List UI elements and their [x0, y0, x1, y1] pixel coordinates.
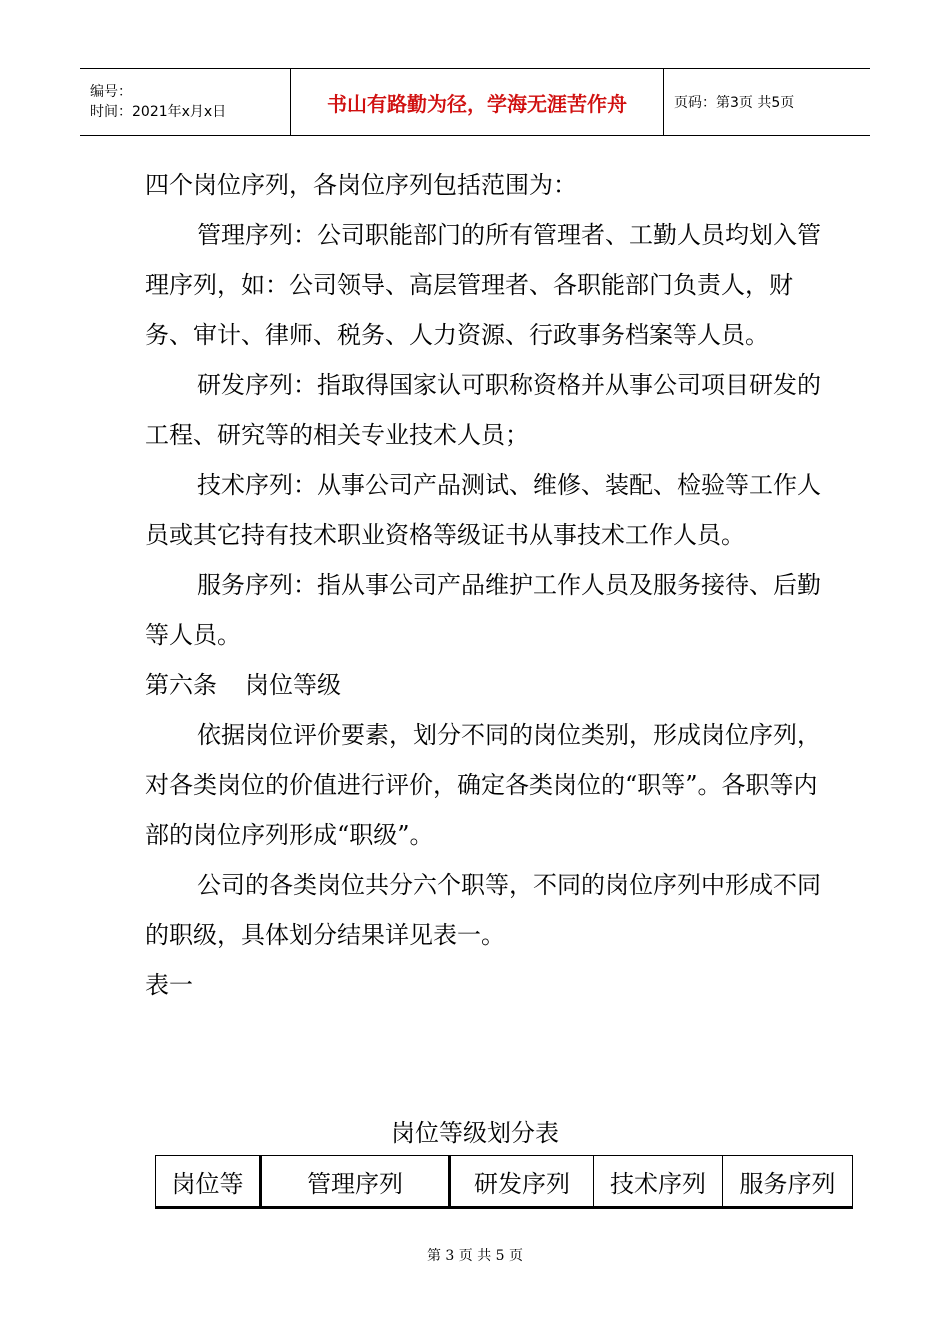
page-code: 页码：第3页 共5页	[674, 95, 795, 111]
paragraph: 管理序列：公司职能部门的所有管理者、工勤人员均划入管理序列，如：公司领导、高层管理者、各职能部门负责人，财务、审计、律师、税务、人力资源、行政事务档案等人员。	[145, 221, 821, 349]
table-header-cell: 技术序列	[594, 1156, 723, 1208]
table-header-row	[156, 1156, 853, 1208]
paragraph: 技术序列：从事公司产品测试、维修、装配、检验等工作人员或其它持有技术职业资格等级证书从事技术工作人员。	[145, 471, 821, 549]
time-label: 时间：2021年x月x日	[90, 104, 227, 120]
table-title: 岗位等级划分表	[391, 1119, 559, 1147]
motto: 书山有路勤为径，学海无涯苦作舟	[291, 69, 664, 136]
number-label: 编号：	[90, 84, 132, 100]
table-header-cell: 服务序列	[723, 1156, 853, 1208]
article-heading	[145, 660, 825, 710]
paragraph: 研发序列：指取得国家认可职称资格并从事公司项目研发的工程、研究等的相关专业技术人员；	[145, 371, 821, 449]
header-meta	[80, 69, 291, 136]
table-header-cell: 研发序列	[450, 1156, 594, 1208]
paragraph: 公司的各类岗位共分六个职等，不同的岗位序列中形成不同的职级，具体划分结果详见表一。	[145, 871, 821, 949]
document-header	[80, 68, 870, 136]
article-title: 岗位等级	[245, 671, 341, 699]
article-number: 第六条	[145, 671, 217, 699]
grade-table	[155, 1155, 853, 1209]
table-label: 表一	[145, 971, 193, 999]
paragraph: 服务序列：指从事公司产品维护工作人员及服务接待、后勤等人员。	[145, 571, 821, 649]
document-body	[145, 160, 825, 1010]
page-footer: 第 3 页 共 5 页	[426, 1248, 524, 1264]
paragraph: 四个岗位序列，各岗位序列包括范围为：	[145, 171, 577, 199]
table-header-cell: 岗位等	[156, 1156, 261, 1208]
paragraph: 依据岗位评价要素，划分不同的岗位类别，形成岗位序列，对各类岗位的价值进行评价，确定各类岗位的“职等”。各职等内部的岗位序列形成“职级”。	[145, 721, 821, 849]
table-header-cell: 管理序列	[261, 1156, 450, 1208]
